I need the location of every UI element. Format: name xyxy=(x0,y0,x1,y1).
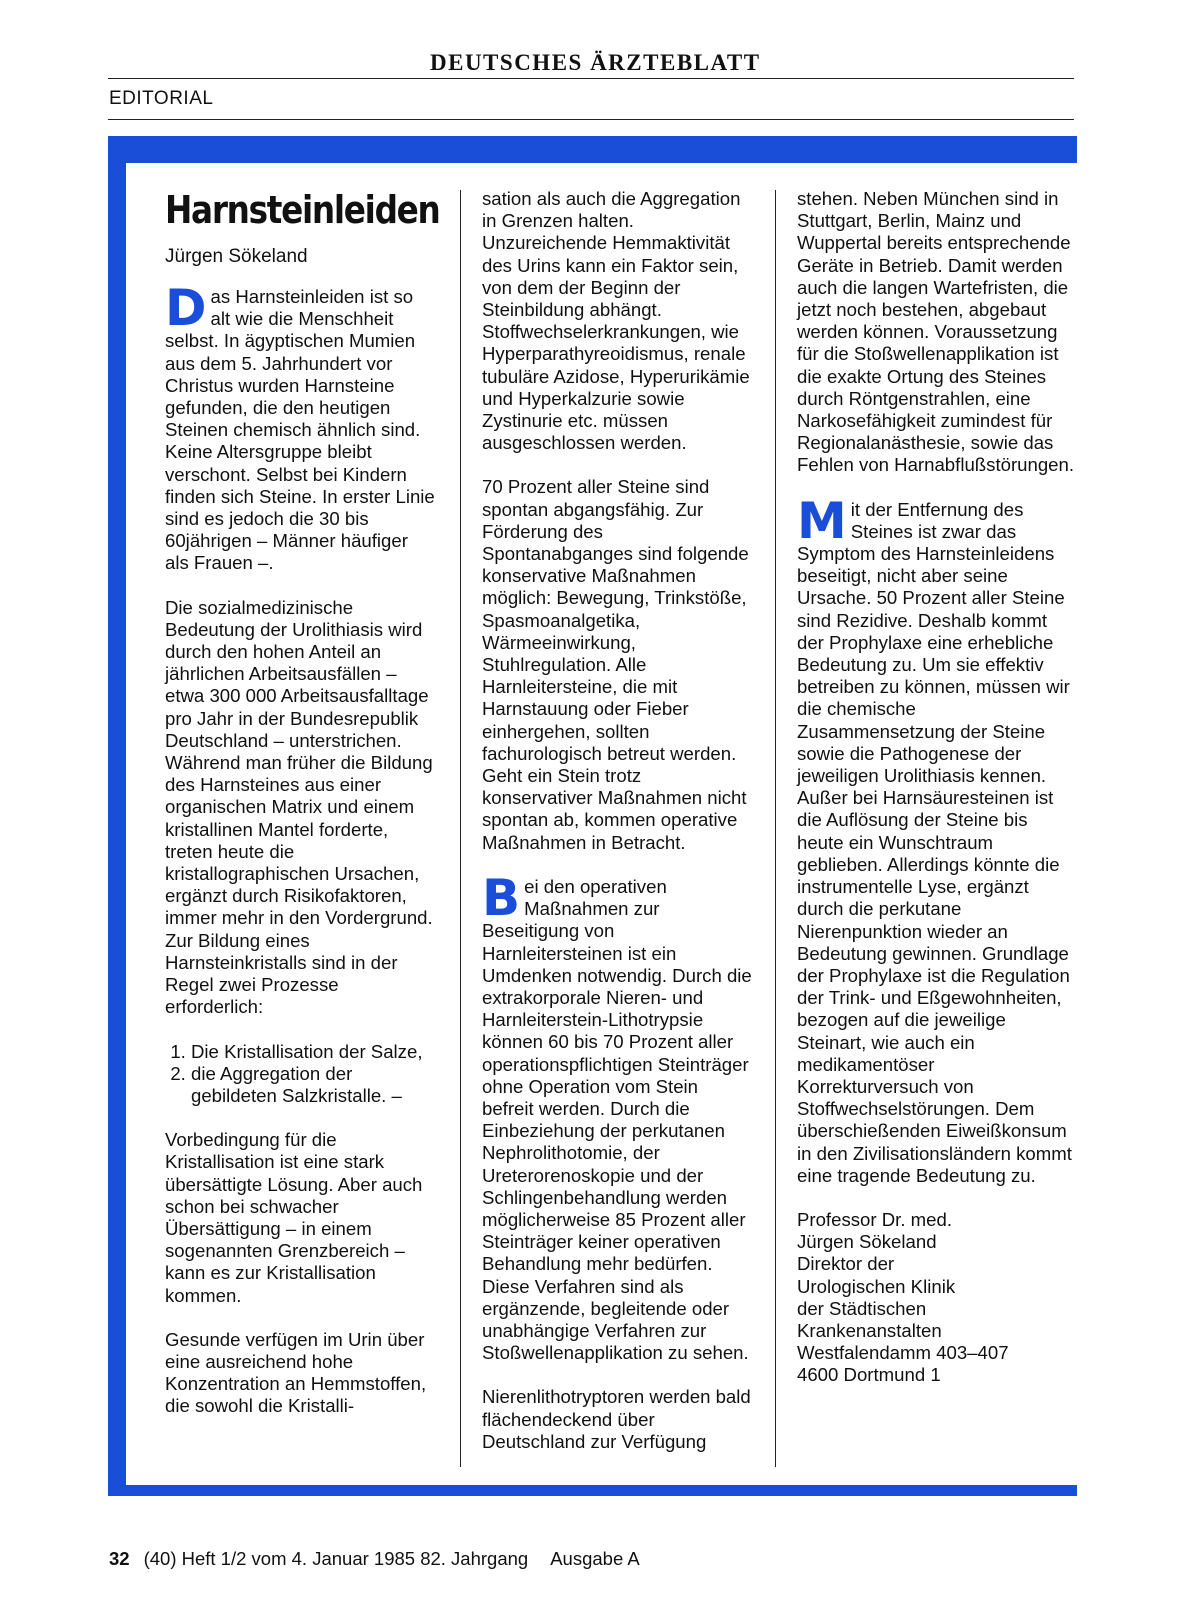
signature-line: Professor Dr. med. xyxy=(797,1208,952,1230)
signature-line: Jürgen Sökeland xyxy=(797,1231,937,1253)
article-title: Harnsteinleiden xyxy=(165,188,440,232)
paragraph xyxy=(165,1329,435,1418)
paragraph xyxy=(165,1129,435,1307)
paragraph xyxy=(482,1386,754,1453)
masthead: DEUTSCHES ÄRZTEBLATT xyxy=(430,50,761,75)
signature-line: Urologischen Klinik xyxy=(797,1275,956,1297)
paragraph-text: sation als auch die Aggregation in Grenzen halten. Unzureichende Hemmaktivität des Urins kann ein Faktor sein, von dem der Beginn der Steinbildung abhängt. Stoffwechselerkrankungen, wie Hyperparathyreoidismus, renale tubuläre Azidose, Hyperurikämie und Hyperkalzurie sowie Zystinurie etc. müssen ausgeschlossen werden. xyxy=(482,188,750,454)
section-rule xyxy=(108,119,1074,120)
drop-cap: B xyxy=(482,868,521,927)
signature-line: Krankenanstalten xyxy=(797,1319,942,1341)
header-rule xyxy=(108,78,1074,79)
paragraph xyxy=(797,188,1077,477)
paragraph-text: 70 Prozent aller Steine sind spontan abgangsfähig. Zur Förderung des Spontanabganges sind folgende konservative Maßnahmen möglich: Bewegung, Trinkstöße, Spasmoanalgetika, Wärmeeinwirkung, Stuhlregulation. Alle Harnleitersteine, die mit Harnstauung oder Fieber einhergehen, sollten fachurologisch betreut werden. Geht ein Stein trotz konservativer Maßnahmen nicht spontan ab, kommen operative Maßnahmen in Betracht. xyxy=(482,476,749,853)
paragraph-text: Die sozialmedizinische Bedeutung der Urolithiasis wird durch den hohen Anteil an jährlichen Arbeitsausfällen – etwa 300 000 Arbeitsausfalltage pro Jahr in der Bundesrepublik Deutschland – unterstrichen. Während man früher die Bildung des Harnsteines aus einer organischen Matrix und einem kristallinen Mantel forderte, treten heute die kristallographischen Ursachen, ergänzt durch Risikofaktoren, immer mehr in den Vordergrund. Zur Bildung eines Harnsteinkristalls sind in der Regel zwei Prozesse erforderlich: xyxy=(165,596,433,1018)
paragraph-text: ei den operativen Maßnahmen zur Beseitigung von Harnleitersteinen ist ein Umdenken notwendig. Durch die extrakorporale Nieren- und Harnleiterstein-Lithotrypsie können 60 bis 70 Prozent aller operationspflichtigen Steinträger ohne Operation vom Stein befreit werden. Durch die Einbeziehung der perkutanen Nephrolithotomie, der Ureterorenoskopie und der Schlingenbehandlung werden möglicherweise 85 Prozent aller Steinträger keiner operativen Behandlung mehr bedürfen. Diese Verfahren sind als ergänzende, begleitende oder unabhängige Verfahren zur Stoßwellenapplikation zu sehen. xyxy=(482,875,752,1364)
edition-info: Ausgabe A xyxy=(550,1548,640,1569)
paragraph xyxy=(165,597,435,1019)
drop-cap: D xyxy=(165,279,207,337)
section-label: EDITORIAL xyxy=(109,88,214,109)
signature-line: 4600 Dortmund 1 xyxy=(797,1364,941,1386)
column-body xyxy=(482,188,754,1453)
page-footer xyxy=(109,1548,640,1570)
paragraph-text: Vorbedingung für die Kristallisation ist eine stark übersättigte Lösung. Aber auch schon bei schwacher Übersättigung – in einem sogenannten Grenzbereich – kann es zur Kristallisation kommen. xyxy=(165,1129,423,1306)
article-column-3 xyxy=(797,188,1077,1387)
paragraph xyxy=(165,279,435,575)
paragraph xyxy=(482,188,754,454)
article-column-1 xyxy=(165,188,440,1440)
column-body xyxy=(797,188,1077,1187)
drop-cap: M xyxy=(797,491,847,550)
paragraph xyxy=(797,491,1077,1187)
signature-line: der Städtischen xyxy=(797,1297,927,1319)
page-number: 32 xyxy=(109,1548,130,1569)
list-item: 2. die Aggregation der gebildeten Salzkristalle. – xyxy=(191,1063,435,1107)
issue-info: (40) Heft 1/2 vom 4. Januar 1985 82. Jahrgang xyxy=(143,1548,529,1569)
paragraph-text: it der Entfernung des Steines ist zwar das Symptom des Harnsteinleidens beseitigt, nicht aber seine Ursache. 50 Prozent aller Steine sind Rezidive. Deshalb kommt der Prophylaxe eine erhebliche Bedeutung zu. Um sie effektiv betreiben zu können, müssen wir die chemische Zusammensetzung der Steine sowie die Pathogenese der jeweiligen Urolithiasis kennen. Außer bei Harnsäuresteinen ist die Auflösung der Steine bis heute ein Wunschtraum geblieben. Allerdings könnte die instrumentelle Lyse, ergänzt durch die perkutane Nierenpunktion wieder an Bedeutung gewinnen. Grundlage der Prophylaxe ist die Regulation der Trink- und Eßgewohnheiten, bezogen auf die jeweilige Steinart, wie auch ein medikamentöser Korrekturversuch von Stoffwechselstörungen. Dem überschießenden Eiweißkonsum in den Zivilisationsländern kommt eine tragende Bedeutung zu. xyxy=(797,498,1072,1186)
column-divider xyxy=(775,190,776,1467)
signature-line: Direktor der xyxy=(797,1253,895,1275)
article-column-2 xyxy=(482,188,754,1475)
paragraph-text: as Harnsteinleiden ist so alt wie die Menschheit selbst. In ägyptischen Mumien aus dem 5. Jahrhundert vor Christus wurden Harnsteine gefunden, die den heutigen Steinen chemisch ähnlich sind. Keine Altersgruppe bleibt verschont. Selbst bei Kindern finden sich Steine. In erster Linie sind es jedoch die 30 bis 60jährigen – Männer häufiger als Frauen –. xyxy=(165,286,435,574)
article-author: Jürgen Sökeland xyxy=(165,246,308,267)
paragraph xyxy=(482,476,754,853)
paragraph-text: stehen. Neben München sind in Stuttgart, Berlin, Mainz und Wuppertal bereits entsprechende Geräte in Betrieb. Damit werden auch die langen Wartefristen, die jetzt noch bestehen, abgebaut werden können. Voraussetzung für die Stoßwellenapplikation ist die exakte Ortung des Steines durch Röntgenstrahlen, eine Narkosefähigkeit zumindest für Regionalanästhesie, sowie das Fehlen von Harnabflußstörungen. xyxy=(797,188,1075,476)
numbered-list xyxy=(165,1041,435,1108)
paragraph-text: Gesunde verfügen im Urin über eine ausreichend hohe Konzentration an Hemmstoffen, die sowohl die Kristalli- xyxy=(165,1328,427,1417)
signature-line: Westfalendamm 403–407 xyxy=(797,1342,1009,1364)
paragraph-text: Nierenlithotryptoren werden bald flächendeckend über Deutschland zur Verfügung xyxy=(482,1386,751,1452)
column-body xyxy=(165,279,435,1418)
column-divider xyxy=(460,190,461,1467)
list-item: 1. Die Kristallisation der Salze, xyxy=(191,1041,435,1063)
paragraph xyxy=(482,868,754,1364)
author-signature xyxy=(797,1209,1077,1387)
